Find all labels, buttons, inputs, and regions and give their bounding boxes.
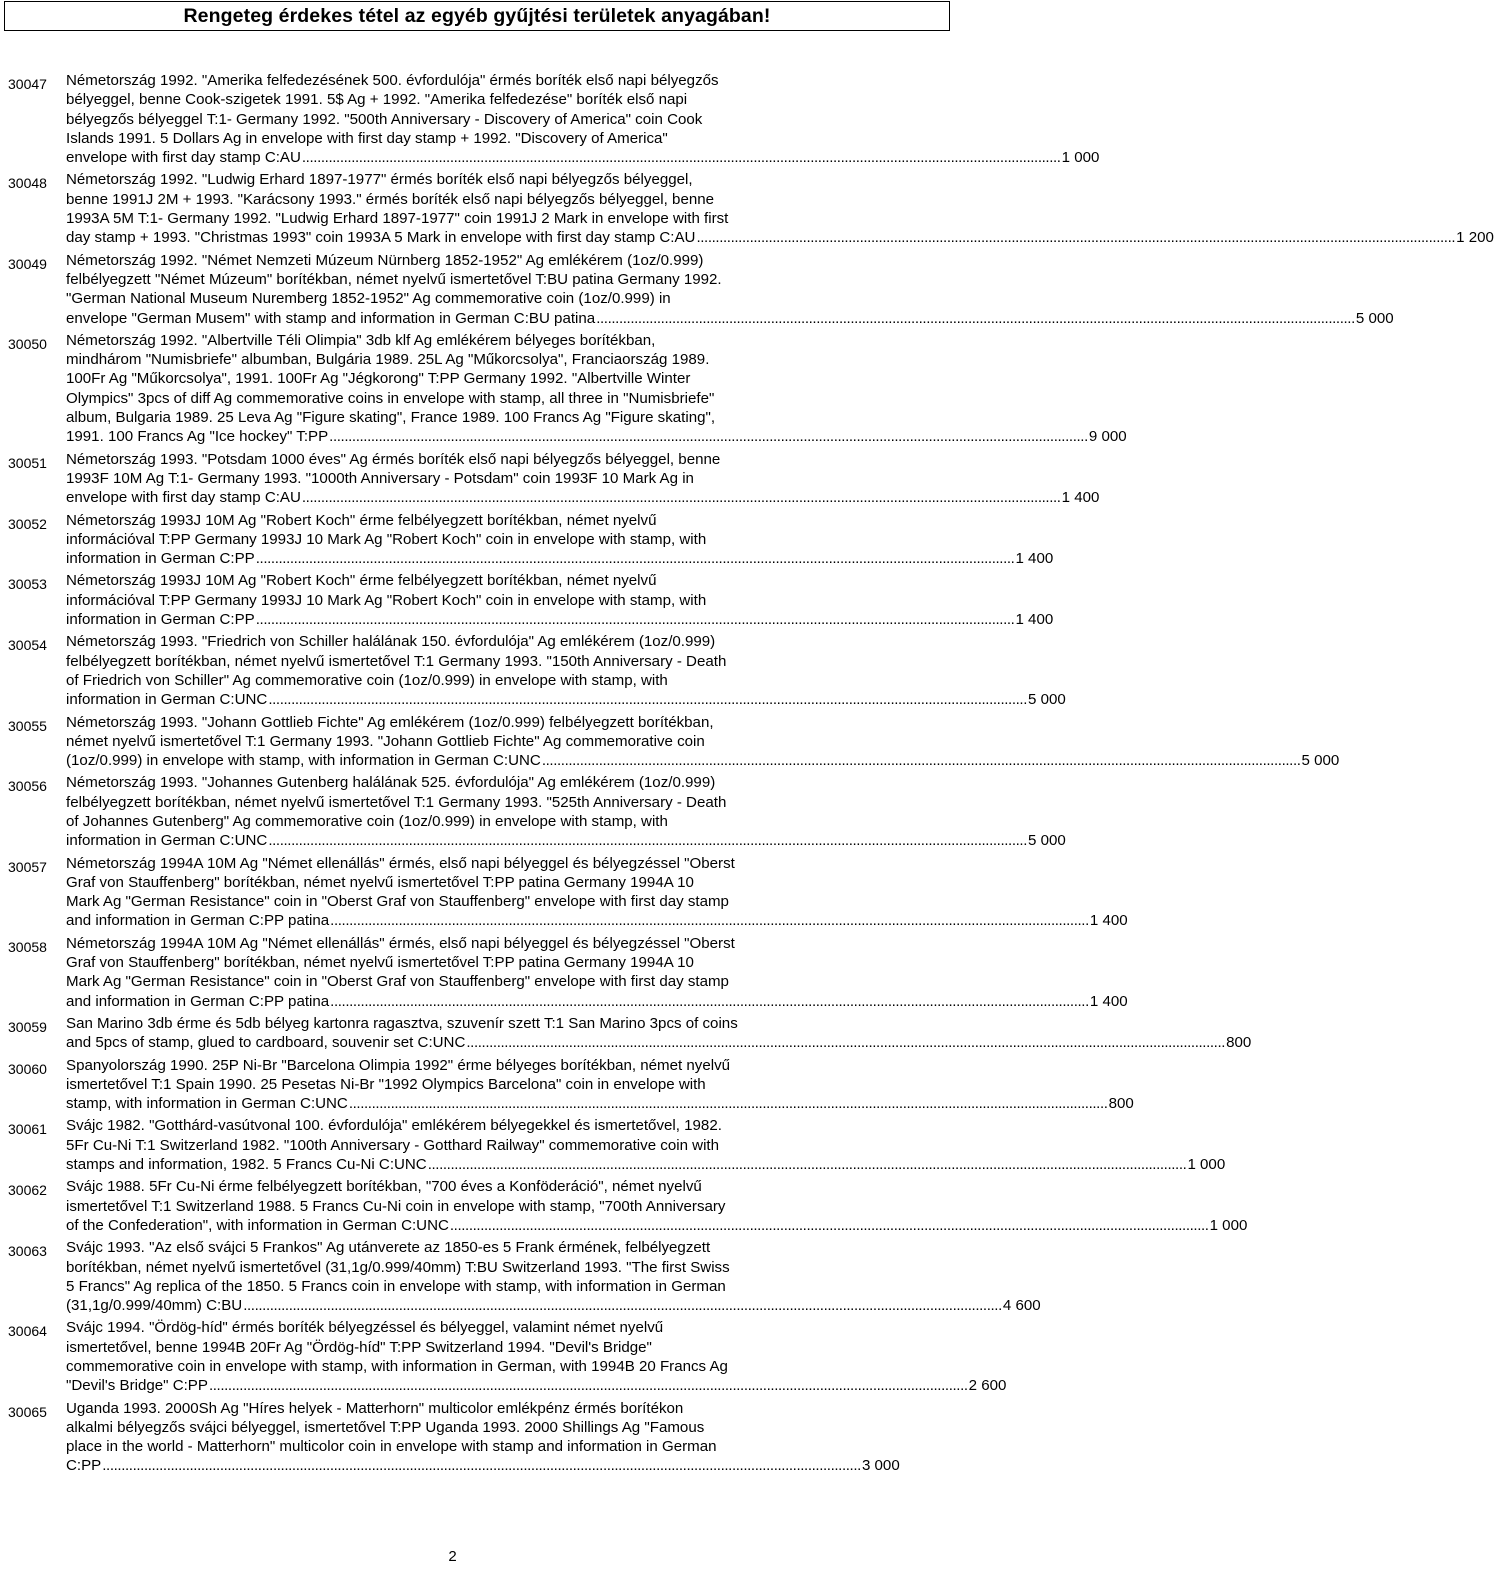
lot-price: 3 000 — [861, 1457, 900, 1475]
lot-price: 5 000 — [1028, 832, 1066, 850]
lot-description-text: and 5pcs of stamp, glued to cardboard, souvenir set C:UNC — [66, 1034, 466, 1052]
lot-number: 30063 — [8, 1243, 47, 1260]
dot-leader: ........................................................................................................................................................................................................ — [427, 1156, 1187, 1174]
lot-number: 30065 — [8, 1403, 47, 1420]
lot-number: 30050 — [8, 335, 47, 352]
lot-price: 1 400 — [1015, 611, 1054, 629]
dot-leader: ........................................................................................................................................................................................................ — [243, 1297, 1002, 1315]
lot-description-line — [66, 71, 869, 90]
lot-price: 5 000 — [1028, 691, 1066, 709]
lot-description-text: Svájc 1994. "Ördög-híd" érmés boríték bélyegzéssel és bélyeggel, valamint német nyelvű — [66, 1319, 664, 1337]
lot-description-line — [66, 450, 869, 469]
lot-description-line — [66, 591, 869, 610]
dot-leader: ........................................................................................................................................................................................................ — [255, 550, 1015, 568]
lot-description-line — [66, 690, 1066, 709]
lot-entry — [0, 854, 1128, 931]
lot-description-line — [66, 571, 869, 590]
lot-entry — [0, 713, 1340, 771]
lot-number: 30055 — [8, 717, 47, 734]
lot-entry — [0, 1056, 1134, 1114]
lot-entry — [0, 632, 1066, 709]
lot-description-line — [66, 610, 1054, 629]
lot-description-line — [66, 732, 869, 751]
lot-description-line — [66, 369, 869, 388]
dot-leader: ........................................................................................................................................................................................................ — [102, 1457, 861, 1475]
dot-leader: ........................................................................................................................................................................................................ — [329, 428, 1088, 446]
lot-description-text: and information in German C:PP patina — [66, 992, 330, 1010]
lot-description-line — [66, 1216, 1248, 1235]
dot-leader: ........................................................................................................................................................................................................ — [541, 752, 1301, 770]
lot-description-line — [66, 751, 1340, 770]
lot-number: 30051 — [8, 454, 47, 471]
lot-description-line — [66, 1258, 869, 1277]
lot-description-line — [66, 992, 1128, 1011]
lot-description-text: Mark Ag "German Resistance" coin in "Oberst Graf von Stauffenberg" envelope with first day stamp — [66, 973, 729, 991]
lot-entry — [0, 511, 1054, 569]
lot-description-text: információval T:PP Germany 1993J 10 Mark Ag "Robert Koch" coin in envelope with stamp, with — [66, 591, 707, 609]
lot-description-text: Németország 1992. "Amerika felfedezésének 500. évfordulója" érmés boríték első napi bélyegzős — [66, 72, 719, 89]
lot-description-line — [66, 1094, 1134, 1113]
lot-description-text: ismertetővel T:1 Switzerland 1988. 5 Francs Cu-Ni coin in envelope with stamp, "700th Anniversary — [66, 1197, 726, 1215]
lot-description-line — [66, 713, 869, 732]
lot-entry — [0, 773, 1066, 850]
lot-entry — [0, 1318, 1007, 1395]
lot-description-line — [66, 1116, 869, 1135]
lot-description-text: Spanyolország 1990. 25P Ni-Br "Barcelona Olimpia 1992" érme bélyeges borítékban, német nyelvű — [66, 1056, 731, 1074]
lot-description-line — [66, 270, 869, 289]
lot-entry — [0, 1014, 1252, 1053]
lot-description-text: of the Confederation", with information in German C:UNC — [66, 1216, 449, 1234]
lot-number: 30056 — [8, 778, 47, 795]
lot-description-text: Németország 1993. "Johannes Gutenberg halálának 525. évfordulója" Ag emlékérem (1oz/0.999) — [66, 774, 716, 792]
lot-description-text: day stamp + 1993. "Christmas 1993" coin 1993A 5 Mark in envelope with first day stamp C:AU — [66, 229, 696, 247]
lot-description-line — [66, 671, 869, 690]
lot-number: 30048 — [8, 175, 47, 192]
lot-description-line — [66, 469, 869, 488]
lot-description-text: envelope "German Musem" with stamp and information in German C:BU patina — [66, 309, 596, 327]
lot-description-line — [66, 110, 869, 129]
lot-description-text: Németország 1993J 10M Ag "Robert Koch" érme felbélyegzett borítékban, német nyelvű — [66, 511, 657, 529]
lot-entry — [0, 1399, 900, 1476]
lot-description-line — [66, 1318, 869, 1337]
lot-entry — [0, 331, 1127, 447]
lot-number: 30049 — [8, 255, 47, 272]
lot-description-line — [66, 148, 1100, 167]
dot-leader: ........................................................................................................................................................................................................ — [330, 912, 1089, 930]
lot-description-text: felbélyegzett borítékban, német nyelvű ismertetővel T:1 Germany 1993. "525th Anniversary - Death — [66, 793, 727, 811]
lot-description-text: Mark Ag "German Resistance" coin in "Oberst Graf von Stauffenberg" envelope with first day stamp — [66, 893, 729, 911]
lot-description-text: album, Bulgaria 1989. 25 Leva Ag "Figure skating", France 1989. 100 Francs Ag "Figure skating", — [66, 409, 716, 427]
lot-description-line — [66, 190, 869, 209]
lot-description-text: Olympics" 3pcs of diff Ag commemorative coins in envelope with stamp, all three in "Numisbriefe" — [66, 389, 715, 407]
lot-description-line — [66, 1277, 869, 1296]
lot-description-line — [66, 831, 1066, 850]
lot-description-text: and information in German C:PP patina — [66, 912, 330, 930]
lot-description-text: envelope with first day stamp C:AU — [66, 149, 301, 167]
lot-description-line — [66, 953, 869, 972]
lot-description-text: information in German C:PP — [66, 611, 255, 629]
lot-price: 800 — [1226, 1034, 1252, 1052]
lot-description-text: Graf von Stauffenberg" borítékban, német nyelvű ismertetővel T:PP patina Germany 1994A 10 — [66, 954, 694, 972]
lot-price: 1 000 — [1187, 1156, 1226, 1174]
lot-description-text: felbélyegzett "Német Múzeum" borítékban, német nyelvű ismertetővel T:BU patina Germany 1992. — [66, 270, 722, 288]
lot-price: 1 200 — [1456, 229, 1494, 247]
lot-description-text: Németország 1993J 10M Ag "Robert Koch" érme felbélyegzett borítékban, német nyelvű — [66, 572, 657, 590]
lot-price: 1 000 — [1061, 149, 1100, 167]
lot-number: 30053 — [8, 576, 47, 593]
lot-number: 30057 — [8, 858, 47, 875]
lot-description-line — [66, 1197, 869, 1216]
lot-description-line — [66, 1399, 869, 1418]
lot-number: 30052 — [8, 515, 47, 532]
lot-entry — [0, 251, 1394, 328]
lot-description-line — [66, 511, 869, 530]
lot-description-text: 100Fr Ag "Műkorcsolya", 1991. 100Fr Ag "Jégkorong" T:PP Germany 1992. "Albertville Winter — [66, 370, 691, 388]
lot-description-text: 1993A 5M T:1- Germany 1992. "Ludwig Erhard 1897-1977" coin 1991J 2 Mark in envelope with first — [66, 210, 729, 228]
lot-description-line — [66, 228, 1494, 247]
dot-leader: ........................................................................................................................................................................................................ — [696, 229, 1456, 247]
lot-entry — [0, 170, 1494, 247]
page-banner — [4, 1, 950, 31]
lot-entry — [0, 450, 1100, 508]
lot-description-text: Németország 1992. "Albertville Téli Olimpia" 3db klf Ag emlékérem bélyeges borítékban, — [66, 331, 656, 349]
lot-description-text: információval T:PP Germany 1993J 10 Mark Ag "Robert Koch" coin in envelope with stamp, with — [66, 530, 707, 548]
dot-leader: ........................................................................................................................................................................................................ — [208, 1377, 968, 1395]
lot-description-text: alkalmi bélyegzős svájci bélyeggel, ismertetővel T:PP Uganda 1993. 2000 Shillings Ag "Famous — [66, 1418, 705, 1436]
lot-description-line — [66, 530, 869, 549]
lot-number: 30062 — [8, 1182, 47, 1199]
lot-description-line — [66, 331, 869, 350]
lot-entry — [0, 71, 1100, 167]
lot-description-text: német nyelvű ismertetővel T:1 Germany 1993. "Johann Gottlieb Fichte" Ag commemorative coin — [66, 732, 705, 750]
lot-description-line — [66, 389, 869, 408]
lot-number: 30054 — [8, 637, 47, 654]
lot-description-text: Németország 1994A 10M Ag "Német ellenállás" érmés, első napi bélyeggel és bélyegzéssel "Oberst — [66, 854, 735, 872]
lot-description-line — [66, 251, 869, 270]
lot-description-text: mindhárom "Numisbriefe" albumban, Bulgária 1989. 25L Ag "Műkorcsolya", Franciaország 1989. — [66, 351, 710, 369]
lot-description-text: envelope with first day stamp C:AU — [66, 489, 301, 507]
lot-description-text: Svájc 1988. 5Fr Cu-Ni érme felbélyegzett borítékban, "700 éves a Konföderáció", német nyelvű — [66, 1178, 702, 1196]
dot-leader: ........................................................................................................................................................................................................ — [301, 149, 1061, 167]
lot-price: 9 000 — [1088, 428, 1127, 446]
lot-description-text: Németország 1993. "Johann Gottlieb Fichte" Ag emlékérem (1oz/0.999) felbélyegzett borítékban, — [66, 713, 714, 731]
lot-description-line — [66, 773, 869, 792]
lot-description-text: C:PP — [66, 1457, 102, 1475]
lot-description-line — [66, 1296, 1041, 1315]
lot-description-line — [66, 1155, 1226, 1174]
lot-description-line — [66, 1376, 1007, 1395]
lot-number: 30060 — [8, 1060, 47, 1077]
lot-description-text: Svájc 1993. "Az első svájci 5 Frankos" Ag utánverete az 1850-es 5 Frank érmének, felbélyegzett — [66, 1239, 711, 1257]
lot-description-text: of Friedrich von Schiller" Ag commemorative coin (1oz/0.999) in envelope with stamp, with — [66, 671, 668, 689]
lot-description-text: 5 Francs" Ag replica of the 1850. 5 Francs coin in envelope with stamp, with information in German — [66, 1277, 726, 1295]
lot-description-line — [66, 632, 869, 651]
lot-description-text: "German National Museum Nuremberg 1852-1952" Ag commemorative coin (1oz/0.999) in — [66, 290, 671, 308]
lot-entry — [0, 934, 1128, 1011]
lot-description-text: Németország 1992. "Ludwig Erhard 1897-1977" érmés boríték első napi bélyegzős bélyeggel, — [66, 171, 693, 189]
lot-description-text: 1991. 100 Francs Ag "Ice hockey" T:PP — [66, 428, 329, 446]
lot-description-line — [66, 309, 1394, 328]
lot-description-line — [66, 1136, 869, 1155]
dot-leader: ........................................................................................................................................................................................................ — [255, 611, 1015, 629]
lot-list — [0, 71, 1494, 1476]
lot-description-line — [66, 854, 869, 873]
lot-description-line — [66, 1075, 869, 1094]
lot-description-text: Németország 1994A 10M Ag "Német ellenállás" érmés, első napi bélyeggel és bélyegzéssel "Oberst — [66, 934, 735, 952]
lot-description-line — [66, 934, 869, 953]
lot-description-text: Németország 1992. "Német Nemzeti Múzeum Nürnberg 1852-1952" Ag emlékérem (1oz/0.999) — [66, 251, 704, 269]
lot-entry — [0, 1238, 1041, 1315]
lot-description-text: Svájc 1982. "Gotthárd-vasútvonal 100. évfordulója" emlékérem bélyegekkel és ismertetővel, 1982. — [66, 1117, 722, 1135]
lot-entry — [0, 1177, 1248, 1235]
lot-description-text: benne 1991J 2M + 1993. "Karácsony 1993." érmés boríték első napi bélyegzős bélyeggel, benne — [66, 190, 715, 208]
lot-description-line — [66, 129, 869, 148]
lot-description-line — [66, 873, 869, 892]
lot-description-text: Németország 1993. "Potsdam 1000 éves" Ag érmés boríték első napi bélyegzős bélyeggel, benne — [66, 450, 721, 468]
lot-price: 1 400 — [1089, 912, 1128, 930]
lot-description-text: (1oz/0.999) in envelope with stamp, with information in German C:UNC — [66, 752, 541, 770]
lot-description-text: information in German C:UNC — [66, 832, 268, 850]
lot-description-text: Uganda 1993. 2000Sh Ag "Híres helyek - Matterhorn" multicolor emlékpénz érmés borítékon — [66, 1399, 684, 1417]
dot-leader: ........................................................................................................................................................................................................ — [449, 1216, 1209, 1234]
lot-price: 1 400 — [1089, 992, 1128, 1010]
lot-description-line — [66, 1056, 869, 1075]
dot-leader: ........................................................................................................................................................................................................ — [466, 1034, 1226, 1052]
dot-leader: ........................................................................................................................................................................................................ — [268, 691, 1028, 709]
lot-description-line — [66, 911, 1128, 930]
lot-description-line — [66, 892, 869, 911]
lot-number: 30047 — [8, 76, 47, 92]
lot-description-line — [66, 350, 869, 369]
lot-description-text: San Marino 3db érme és 5db bélyeg kartonra ragasztva, szuvenír szett T:1 San Marino 3pcs of coins — [66, 1014, 738, 1032]
lot-description-text: felbélyegzett borítékban, német nyelvű ismertetővel T:1 Germany 1993. "150th Anniversary - Death — [66, 652, 727, 670]
lot-description-line — [66, 427, 1127, 446]
lot-description-line — [66, 1033, 1252, 1052]
dot-leader: ........................................................................................................................................................................................................ — [268, 832, 1028, 850]
lot-description-text: place in the world - Matterhorn" multicolor coin in envelope with stamp and information in German — [66, 1438, 717, 1456]
lot-description-text: ismertetővel, benne 1994B 20Fr Ag "Ördög-híd" T:PP Switzerland 1994. "Devil's Bridge" — [66, 1338, 652, 1356]
lot-price: 1 400 — [1061, 489, 1100, 507]
lot-description-text: stamp, with information in German C:UNC — [66, 1095, 348, 1113]
lot-description-line — [66, 170, 869, 189]
lot-description-text: information in German C:UNC — [66, 691, 268, 709]
lot-description-line — [66, 1418, 869, 1437]
lot-number: 30059 — [8, 1018, 47, 1035]
dot-leader: ........................................................................................................................................................................................................ — [330, 992, 1089, 1010]
page-number: 2 — [448, 1548, 457, 1565]
lot-description-text: Graf von Stauffenberg" borítékban, német nyelvű ismertetővel T:PP patina Germany 1994A 10 — [66, 873, 694, 891]
lot-description-line — [66, 972, 869, 991]
lot-price: 5 000 — [1355, 309, 1394, 327]
lot-price: 2 600 — [968, 1377, 1007, 1395]
dot-leader: ........................................................................................................................................................................................................ — [596, 309, 1355, 327]
lot-entry — [0, 1116, 1226, 1174]
lot-description-line — [66, 408, 869, 427]
lot-number: 30061 — [8, 1121, 47, 1138]
lot-description-line — [66, 1338, 869, 1357]
lot-description-text: "Devil's Bridge" C:PP — [66, 1377, 208, 1395]
lot-description-text: bélyeggel, benne Cook-szigetek 1991. 5$ Ag + 1992. "Amerika felfedezése" boríték első napi — [66, 91, 688, 109]
lot-description-line — [66, 1177, 869, 1196]
dot-leader: ........................................................................................................................................................................................................ — [301, 489, 1061, 507]
lot-description-text: 1993F 10M Ag T:1- Germany 1993. "1000th Anniversary - Potsdam" coin 1993F 10 Mark Ag in — [66, 469, 694, 487]
lot-description-line — [66, 1456, 900, 1475]
lot-description-line — [66, 90, 869, 109]
lot-description-line — [66, 1437, 869, 1456]
lot-price: 800 — [1108, 1095, 1134, 1113]
lot-number: 30058 — [8, 938, 47, 955]
lot-number: 30064 — [8, 1323, 47, 1340]
lot-description-text: of Johannes Gutenberg" Ag commemorative coin (1oz/0.999) in envelope with stamp, with — [66, 812, 668, 830]
lot-description-text: borítékban, német nyelvű ismertetővel (31,1g/0.999/40mm) T:BU Switzerland 1993. "The first Swiss — [66, 1258, 730, 1276]
lot-description-text: 5Fr Cu-Ni T:1 Switzerland 1982. "100th Anniversary - Gotthard Railway" commemorative coin with — [66, 1136, 720, 1154]
lot-description-line — [66, 488, 1100, 507]
lot-description-line — [66, 1014, 869, 1033]
dot-leader: ........................................................................................................................................................................................................ — [348, 1095, 1108, 1113]
lot-description-text: (31,1g/0.999/40mm) C:BU — [66, 1297, 243, 1315]
lot-description-line — [66, 1357, 869, 1376]
lot-description-line — [66, 793, 869, 812]
lot-description-text: information in German C:PP — [66, 550, 255, 568]
lot-description-line — [66, 289, 869, 308]
lot-description-line — [66, 549, 1054, 568]
lot-price: 4 600 — [1002, 1297, 1041, 1315]
lot-description-line — [66, 1238, 869, 1257]
lot-description-text: Németország 1993. "Friedrich von Schiller halálának 150. évfordulója" Ag emlékérem (1oz/0.999) — [66, 633, 716, 651]
lot-description-line — [66, 812, 869, 831]
lot-description-text: Islands 1991. 5 Dollars Ag in envelope with first day stamp + 1992. "Discovery of America" — [66, 129, 668, 147]
lot-description-line — [66, 209, 869, 228]
lot-description-text: commemorative coin in envelope with stamp, with information in German, with 1994B 20 Francs Ag — [66, 1358, 728, 1375]
lot-price: 1 400 — [1015, 550, 1054, 568]
lot-description-text: stamps and information, 1982. 5 Francs Cu-Ni C:UNC — [66, 1156, 427, 1174]
lot-price: 1 000 — [1209, 1216, 1248, 1234]
banner-title: Rengeteg érdekes tétel az egyéb gyűjtési területek anyagában! — [183, 4, 771, 27]
lot-entry — [0, 571, 1054, 629]
lot-description-text: bélyegzős bélyeggel T:1- Germany 1992. "500th Anniversary - Discovery of America" coin Cook — [66, 110, 703, 128]
lot-description-line — [66, 652, 869, 671]
lot-price: 5 000 — [1301, 752, 1340, 770]
lot-description-text: ismertetővel T:1 Spain 1990. 25 Pesetas Ni-Br "1992 Olympics Barcelona" coin in envelope with — [66, 1075, 706, 1093]
